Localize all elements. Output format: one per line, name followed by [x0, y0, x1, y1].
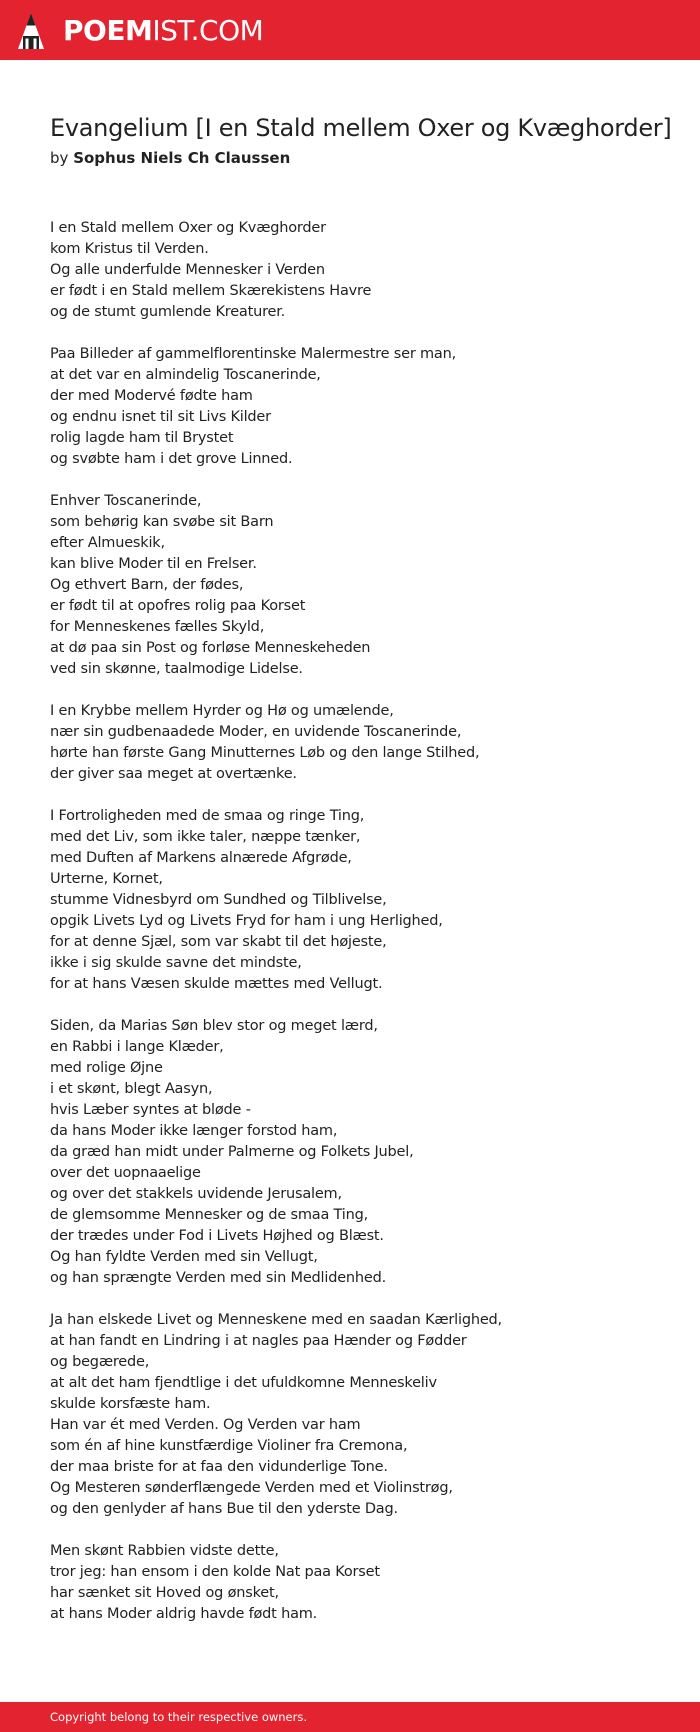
poem-line: I en Krybbe mellem Hyrder og Hø og umælende,: [50, 703, 394, 719]
poem-line: I en Stald mellem Oxer og Kvæghorder: [50, 220, 326, 236]
poem-line: over det uopnaaelige: [50, 1165, 201, 1181]
poem-line: og den genlyder af hans Bue til den yderste Dag.: [50, 1501, 398, 1517]
poem-line: opgik Livets Lyd og Livets Fryd for ham i ung Herlighed,: [50, 913, 443, 929]
poem-line: Men skønt Rabbien vidste dette,: [50, 1543, 279, 1559]
poem-stanza: [50, 491, 670, 680]
poem-line: der med Modervé fødte ham: [50, 388, 253, 404]
poem-line: for at denne Sjæl, som var skabt til det højeste,: [50, 934, 387, 950]
poem-line: Og alle underfulde Mennesker i Verden: [50, 262, 325, 278]
poem-line: og begærede,: [50, 1354, 150, 1370]
poem-line: og han sprængte Verden med sin Medlidenhed.: [50, 1270, 387, 1286]
poem-line: rolig lagde ham til Brystet: [50, 430, 234, 446]
poem-line: for Menneskenes fælles Skyld,: [50, 619, 265, 635]
site-logo[interactable]: [16, 11, 263, 51]
poem-line: skulde korsfæste ham.: [50, 1396, 211, 1412]
poem-line: efter Almueskik,: [50, 535, 165, 551]
poem-line: og de stumt gumlende Kreaturer.: [50, 304, 286, 320]
poem-line: Og han fyldte Verden med sin Vellugt,: [50, 1249, 318, 1265]
pencil-tip-icon: [16, 11, 46, 51]
poem-byline: [50, 149, 290, 167]
by-label: by: [50, 149, 69, 167]
poem-line: de glemsomme Mennesker og de smaa Ting,: [50, 1207, 368, 1223]
poem-line: Han var ét med Verden. Og Verden var ham: [50, 1417, 361, 1433]
site-footer: [0, 1702, 700, 1732]
poem-stanza: [50, 701, 670, 785]
poem-line: at alt det ham fjendtlige i det ufuldkomne Menneskeliv: [50, 1375, 437, 1391]
logo-text-bold: POEM: [63, 14, 153, 47]
poem-line: ved sin skønne, taalmodige Lidelse.: [50, 661, 303, 677]
poem-line: Og Mesteren sønderflængede Verden med et Violinstrøg,: [50, 1480, 453, 1496]
poem-stanza: [50, 1541, 670, 1625]
site-header: [0, 0, 700, 60]
logo-text: [63, 11, 263, 51]
poem-line: som behørig kan svøbe sit Barn: [50, 514, 274, 530]
poem-stanza: [50, 1310, 670, 1520]
poem-line: med rolige Øjne: [50, 1060, 163, 1076]
poem-line: ikke i sig skulde savne det mindste,: [50, 955, 302, 971]
poem-line: hørte han første Gang Minutternes Løb og den lange Stilhed,: [50, 745, 480, 761]
poem-line: stumme Vidnesbyrd om Sundhed og Tilblivelse,: [50, 892, 387, 908]
poem-line: er født til at opofres rolig paa Korset: [50, 598, 306, 614]
poem-line: der trædes under Fod i Livets Højhed og Blæst.: [50, 1228, 384, 1244]
poem-line: at hans Moder aldrig havde født ham.: [50, 1606, 318, 1622]
poem-line: I Fortroligheden med de smaa og ringe Ting,: [50, 808, 365, 824]
poem-line: da hans Moder ikke længer forstod ham,: [50, 1123, 338, 1139]
poem-stanza: [50, 806, 670, 995]
poem-line: Siden, da Marias Søn blev stor og meget lærd,: [50, 1018, 378, 1034]
poem-title: Evangelium [I en Stald mellem Oxer og Kvæghorder]: [50, 114, 672, 142]
poem-stanza: [50, 218, 670, 323]
poem-line: Enhver Toscanerinde,: [50, 493, 202, 509]
poem-line: Ja han elskede Livet og Menneskene med en saadan Kærlighed,: [50, 1312, 502, 1328]
poem-line: hvis Læber syntes at bløde -: [50, 1102, 251, 1118]
poem-line: kan blive Moder til en Frelser.: [50, 556, 257, 572]
poem-line: Paa Billeder af gammelflorentinske Malermestre ser man,: [50, 346, 457, 362]
poem-line: med Duften af Markens alnærede Afgrøde,: [50, 850, 352, 866]
poem-stanza: [50, 344, 670, 470]
poem-line: har sænket sit Hoved og ønsket,: [50, 1585, 279, 1601]
poem-line: for at hans Væsen skulde mættes med Vellugt.: [50, 976, 383, 992]
poem-line: kom Kristus til Verden.: [50, 241, 209, 257]
poem-line: og over det stakkels uvidende Jerusalem,: [50, 1186, 342, 1202]
poem-stanza: [50, 1016, 670, 1289]
copyright-notice: Copyright belong to their respective owners.: [50, 1710, 308, 1724]
poem-line: at det var en almindelig Toscanerinde,: [50, 367, 321, 383]
poem-line: tror jeg: han ensom i den kolde Nat paa Korset: [50, 1564, 380, 1580]
poem-line: at han fandt en Lindring i at nagles paa Hænder og Fødder: [50, 1333, 467, 1349]
poem-line: og endnu isnet til sit Livs Kilder: [50, 409, 271, 425]
poem-line: der giver saa meget at overtænke.: [50, 766, 297, 782]
poem-author[interactable]: Sophus Niels Ch Claussen: [73, 149, 291, 167]
poem-line: da græd han midt under Palmerne og Folkets Jubel,: [50, 1144, 414, 1160]
logo-text-light: IST.COM: [152, 14, 264, 47]
poem-line: nær sin gudbenaadede Moder, en uvidende Toscanerinde,: [50, 724, 462, 740]
poem-line: at dø paa sin Post og forløse Menneskeheden: [50, 640, 371, 656]
poem-line: med det Liv, som ikke taler, næppe tænker,: [50, 829, 361, 845]
poem-line: er født i en Stald mellem Skærekistens Havre: [50, 283, 372, 299]
poem-line: og svøbte ham i det grove Linned.: [50, 451, 293, 467]
poem-body: [50, 218, 670, 1646]
poem-line: som én af hine kunstfærdige Violiner fra Cremona,: [50, 1438, 408, 1454]
poem-line: der maa briste for at faa den vidunderlige Tone.: [50, 1459, 388, 1475]
poem-line: i et skønt, blegt Aasyn,: [50, 1081, 213, 1097]
poem-line: en Rabbi i lange Klæder,: [50, 1039, 224, 1055]
poem-line: Urterne, Kornet,: [50, 871, 163, 887]
poem-line: Og ethvert Barn, der fødes,: [50, 577, 244, 593]
